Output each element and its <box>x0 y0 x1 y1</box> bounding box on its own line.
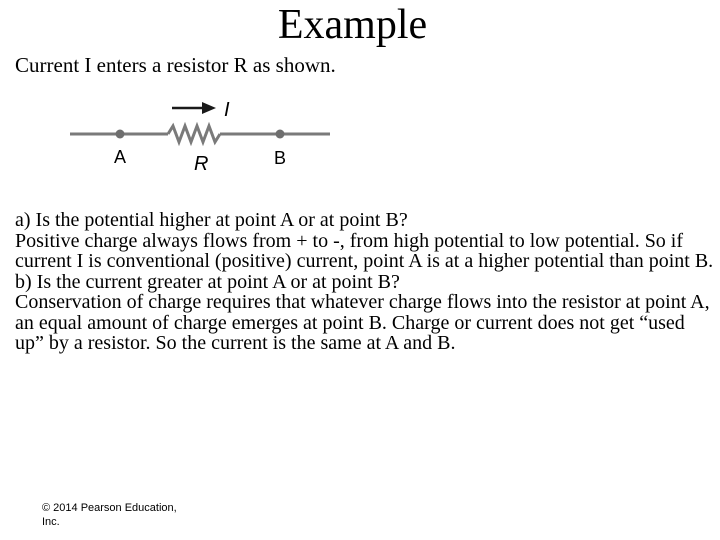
slide-title: Example <box>277 2 428 48</box>
current-label: I <box>224 99 230 121</box>
answer-b: Conservation of charge requires that whatever charge flows into the resistor at point A, an equal amount of charge emerges at point B. Charge or current does not get “used up” by a resistor. So the current is the same at A and B. <box>15 291 710 354</box>
resistor-label: R <box>194 153 209 175</box>
node-a-dot <box>116 130 125 139</box>
body-text <box>15 210 715 354</box>
copyright-line-2: Inc. <box>42 516 60 528</box>
resistor-symbol <box>168 126 220 142</box>
point-a-label: A <box>114 147 127 167</box>
copyright-line-1: © 2014 Pearson Education, <box>42 502 177 514</box>
resistor-diagram <box>60 90 350 180</box>
point-b-label: B <box>274 148 287 168</box>
current-arrow-head <box>202 102 216 114</box>
copyright-notice <box>42 501 212 529</box>
question-b: b) Is the current greater at point A or at point B? <box>15 270 400 293</box>
intro-text: Current I enters a resistor R as shown. <box>15 53 336 77</box>
question-a: a) Is the potential higher at point A or at point B? <box>15 209 408 231</box>
answer-a: Positive charge always flows from + to -, from high potential to low potential. So if current I is conventional (positive) current, point A is at a higher potential than point B. <box>15 229 714 272</box>
node-b-dot <box>276 130 285 139</box>
